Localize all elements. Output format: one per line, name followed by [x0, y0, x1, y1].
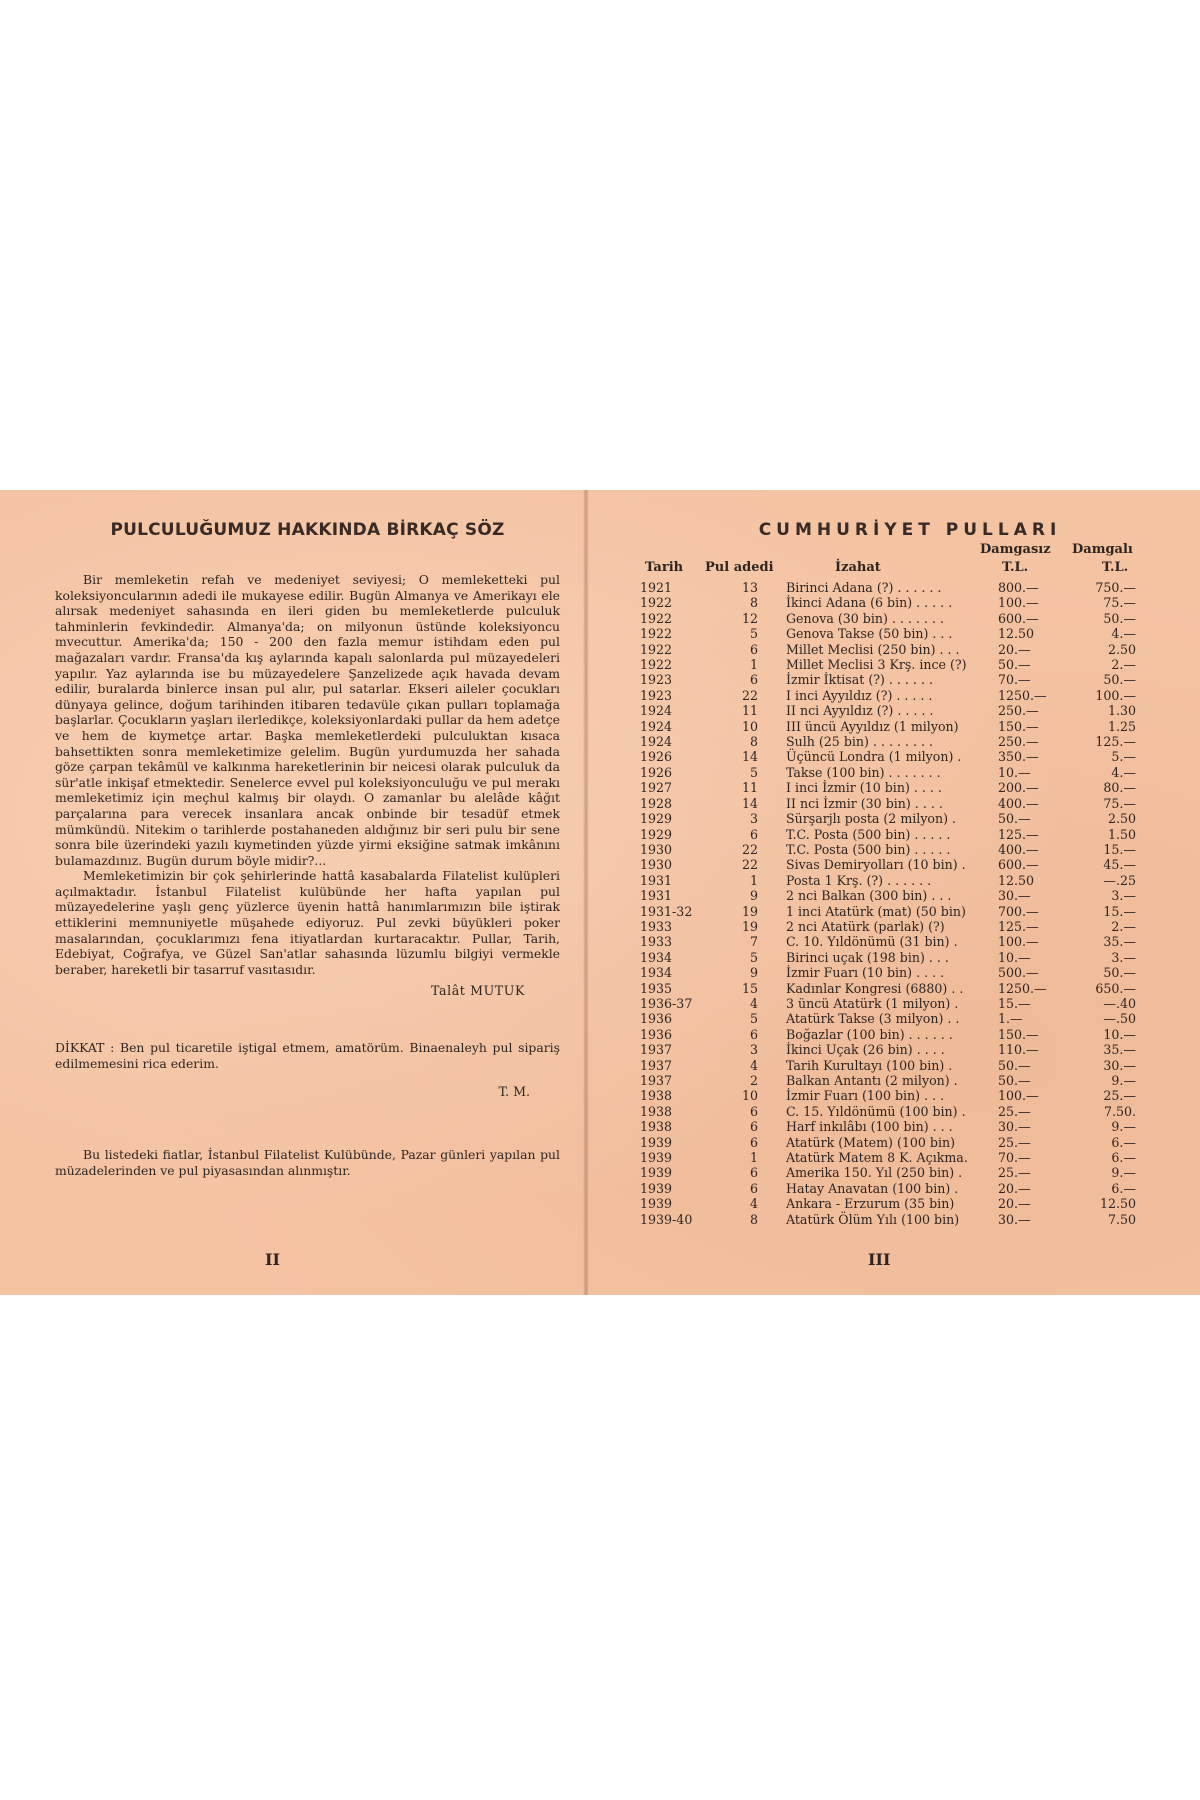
row-used-price: 10.— — [1103, 1026, 1136, 1042]
row-used-price: 25.— — [1103, 1088, 1136, 1104]
row-count: 7 — [749, 934, 758, 950]
table-row — [640, 611, 1140, 626]
row-count: 22 — [741, 687, 758, 703]
article-title: PULCULUĞUMUZ HAKKINDA BİRKAÇ SÖZ — [110, 520, 505, 540]
row-description: Ankara - Erzurum (35 bin) — [786, 1196, 955, 1212]
table-row — [640, 857, 1140, 872]
row-count: 15 — [741, 980, 758, 996]
right-page — [640, 520, 1160, 1227]
row-unused-price: 125.— — [998, 826, 1039, 842]
header-count: Pul adedi — [705, 560, 774, 575]
row-used-price: 6.— — [1111, 1134, 1136, 1150]
row-description: İzmir Fuarı (10 bin) . . . . — [786, 965, 945, 981]
row-unused-price: 70.— — [998, 672, 1031, 688]
row-year: 1935 — [640, 980, 673, 996]
row-year: 1934 — [640, 949, 673, 965]
row-description: Atatürk Takse (3 milyon) . . — [786, 1011, 960, 1027]
row-description: Atatürk (Matem) (100 bin) — [786, 1134, 956, 1150]
row-count: 6 — [749, 1180, 758, 1196]
table-row — [640, 996, 1140, 1011]
row-description: Boğazlar (100 bin) . . . . . . — [786, 1026, 953, 1042]
row-count: 4 — [749, 995, 758, 1011]
row-count: 5 — [749, 626, 758, 642]
row-used-price: 750.— — [1095, 580, 1136, 595]
table-row — [640, 888, 1140, 903]
header-description: İzahat — [835, 560, 881, 575]
booklet-spread — [0, 490, 1200, 1295]
row-description: İzmir İktisat (?) . . . . . . — [786, 672, 933, 688]
row-description: İkinci Uçak (26 bin) . . . . — [786, 1042, 945, 1058]
row-used-price: 9.— — [1111, 1165, 1136, 1181]
row-used-price: 50.— — [1103, 965, 1136, 981]
row-description: Genova Takse (50 bin) . . . — [786, 626, 953, 642]
row-unused-price: 400.— — [998, 795, 1039, 811]
row-year: 1930 — [640, 841, 673, 857]
row-year: 1939 — [640, 1180, 673, 1196]
row-description: Sürşarjlı posta (2 milyon) . — [786, 811, 957, 827]
row-year: 1931 — [640, 872, 673, 888]
row-count: 6 — [749, 672, 758, 688]
row-year: 1931 — [640, 888, 673, 904]
row-year: 1929 — [640, 811, 673, 827]
row-used-price: 45.— — [1103, 857, 1136, 873]
row-used-price: 6.— — [1111, 1150, 1136, 1166]
row-year: 1933 — [640, 934, 673, 950]
row-year: 1924 — [640, 703, 673, 719]
row-unused-price: 1250.— — [998, 687, 1047, 703]
table-row — [640, 1181, 1140, 1196]
row-description: III üncü Ayyıldız (1 milyon) — [786, 718, 959, 734]
row-used-price: 650.— — [1095, 980, 1136, 996]
row-count: 6 — [749, 826, 758, 842]
row-count: 10 — [741, 1088, 758, 1104]
row-year: 1931-32 — [640, 903, 693, 919]
row-year: 1936 — [640, 1011, 673, 1027]
row-description: Tarih Kurultayı (100 bin) . — [786, 1057, 953, 1073]
table-row — [640, 965, 1140, 980]
row-description: İzmir Fuarı (100 bin) . . . — [786, 1088, 945, 1104]
row-used-price: 5.— — [1111, 749, 1136, 765]
row-year: 1924 — [640, 718, 673, 734]
row-unused-price: 12.50 — [998, 872, 1035, 888]
row-used-price: 4.— — [1111, 626, 1136, 642]
article-paragraph-2: Memleketimizin bir çok şehirlerinde hattâ kasabalarda Filatelist kulüpleri açılmaktadır. İstanbul Filatelist kulübünde her hafta yapılan pul müzayedelerine yaşlı genç yüzlerce üyenin hattâ hanımlarımızın bile iştirak ettiklerini memnuniyetle müşahede ediyoruz. Pul zevki büyükleri poker masalarından, çocuklarımızı fena itiyatlardan kurtaracaktır. Pullar, Tarih, Edebiyat, Coğrafya, ve Güzel San'atlar sahasında lüzumlu bilgiyi vermekle beraber, hareketli bir tasarruf vasıtasıdır. — [55, 868, 560, 977]
row-count: 5 — [749, 1011, 758, 1027]
row-year: 1921 — [640, 580, 673, 595]
row-count: 1 — [749, 872, 758, 888]
table-row — [640, 1165, 1140, 1180]
row-year: 1926 — [640, 749, 673, 765]
row-count: 11 — [741, 703, 758, 719]
header-used: Damgalı — [1072, 542, 1133, 557]
table-row — [640, 1212, 1140, 1227]
table-row — [640, 1135, 1140, 1150]
table-row — [640, 749, 1140, 764]
row-used-price: 6.— — [1111, 1180, 1136, 1196]
row-count: 9 — [749, 888, 758, 904]
price-source-note: Bu listedeki fiatlar, İstanbul Filatelist Kulübünde, Pazar günleri yapılan pul müzadelerinden ve pul piyasasından alınmıştır. — [55, 1147, 560, 1178]
row-description: I inci Ayyıldız (?) . . . . . — [786, 687, 933, 703]
page-number-left: II — [265, 1250, 280, 1269]
row-count: 6 — [749, 1103, 758, 1119]
row-unused-price: 500.— — [998, 965, 1039, 981]
row-unused-price: 30.— — [998, 1119, 1031, 1135]
row-used-price: 15.— — [1103, 841, 1136, 857]
page-number-right: III — [868, 1250, 891, 1269]
row-description: Kadınlar Kongresi (6880) . . — [786, 980, 964, 996]
row-used-price: 80.— — [1103, 780, 1136, 796]
row-used-price: 2.50 — [1107, 641, 1136, 657]
row-count: 22 — [741, 841, 758, 857]
article-paragraph-1: Bir memleketin refah ve medeniyet seviyesi; O memleketteki pul koleksiyoncularının adedi ile mukayese edilir. Bugün Almanya ve Amerikayı ele alırsak medeniyet sahasında en ileri giden bu memleketlerde pulculuk tahminlerin fevkindedir. Almanya'da; on milyonun üstünde koleksiyoncu mvecuttur. Amerika'da; 150 - 200 den fazla memur istihdam eden pul mağazaları vardır. Fransa'da kış aylarında kapalı salonlarda pul müzayedeleri yapılır. Yaz aylarında ise bu müzayedelere Şanzelizede açık havada devam edilir, buralarda binlerce insan pul alır, pul satarlar. Ekseri aileler çocukları dünyaya gelince, doğum tarihinden itibaren tedavüle çıkan pulları toplamağa başlarlar. Çocukların yaşları ilerledikçe, koleksiyonlardaki pullar da hem adetçe ve hem de kıymetçe artar. Başka memleketlerdeki pulculuktan kısaca bahsettikten sonra memleketimize gelelim. Bugün yurdumuzda her sahada göze çarpan tekâmül ve kalkınma hareketlerinin bir neicesi olarak pulculuk da sür'atle inkişaf etmektedir. Senelerce evvel pul koleksiyonculuğu ve pul merakı memleketimiz için meçhul kalmış bir olaydı. O zamanlar bu alelâde kâğıt parçalarına para verecek insanlara ancak onbinde bir tesadüf etmek mümkündü. Nitekim o tarihlerde postahaneden aldığınız bir seri pulu bir sene sonra bile üzerindeki yazılı kıymetinden yüzde yirmi eksiğine satmak imkânını bulamazdınız. Bugün durum böyle midir?... — [55, 572, 560, 868]
row-unused-price: 350.— — [998, 749, 1039, 765]
table-row — [640, 873, 1140, 888]
row-used-price: 9.— — [1111, 1119, 1136, 1135]
row-used-price: 35.— — [1103, 934, 1136, 950]
row-unused-price: 30.— — [998, 888, 1031, 904]
table-row — [640, 672, 1140, 687]
notice-text: DİKKAT : Ben pul ticaretile iştigal etmem, amatörüm. Binaenaleyh pul sipariş edilmemesini rica ederim. — [55, 1040, 560, 1072]
row-unused-price: 1250.— — [998, 980, 1047, 996]
row-used-price: 7.50 — [1107, 1211, 1136, 1227]
row-count: 6 — [749, 1134, 758, 1150]
row-unused-price: 10.— — [998, 764, 1031, 780]
row-unused-price: 70.— — [998, 1150, 1031, 1166]
row-used-price: 1.50 — [1107, 826, 1136, 842]
row-description: Millet Meclisi 3 Krş. ince (?) — [786, 657, 967, 673]
row-count: 2 — [749, 1073, 758, 1088]
row-count: 6 — [749, 1165, 758, 1181]
row-count: 8 — [749, 1211, 758, 1227]
row-count: 10 — [741, 718, 758, 734]
row-used-price: 75.— — [1103, 595, 1136, 611]
row-description: II nci İzmir (30 bin) . . . . — [786, 795, 943, 811]
row-description: Sivas Demiryolları (10 bin) . — [786, 857, 966, 873]
row-description: Sulh (25 bin) . . . . . . . . — [786, 734, 933, 750]
row-count: 14 — [741, 749, 758, 765]
row-year: 1934 — [640, 965, 673, 981]
row-count: 11 — [741, 780, 758, 796]
row-unused-price: 15.— — [998, 995, 1031, 1011]
table-row — [640, 811, 1140, 826]
row-description: C. 15. Yıldönümü (100 bin) . — [786, 1103, 966, 1119]
row-year: 1937 — [640, 1057, 673, 1073]
row-count: 5 — [749, 764, 758, 780]
row-count: 8 — [749, 595, 758, 611]
row-used-price: 3.— — [1111, 888, 1136, 904]
notice-signature: T. M. — [498, 1084, 530, 1100]
row-unused-price: 50.— — [998, 1057, 1031, 1073]
row-year: 1937 — [640, 1073, 673, 1088]
table-row — [640, 934, 1140, 949]
table-row — [640, 642, 1140, 657]
row-count: 13 — [741, 580, 758, 595]
row-count: 22 — [741, 857, 758, 873]
row-description: Millet Meclisi (250 bin) . . . — [786, 641, 960, 657]
page-fold — [583, 490, 589, 1295]
row-description: Birinci Adana (?) . . . . . . — [786, 580, 942, 595]
row-count: 5 — [749, 949, 758, 965]
row-unused-price: 250.— — [998, 703, 1039, 719]
row-year: 1926 — [640, 764, 673, 780]
row-used-price: 1.30 — [1107, 703, 1136, 719]
row-used-price: 1.25 — [1107, 718, 1136, 734]
row-unused-price: 50.— — [998, 811, 1031, 827]
stamp-price-table — [640, 580, 1140, 1227]
row-used-price: —.25 — [1103, 872, 1136, 888]
row-count: 19 — [741, 903, 758, 919]
table-row — [640, 657, 1140, 672]
table-row — [640, 919, 1140, 934]
row-count: 6 — [749, 1026, 758, 1042]
row-year: 1923 — [640, 687, 673, 703]
row-unused-price: 100.— — [998, 1088, 1039, 1104]
row-used-price: 15.— — [1103, 903, 1136, 919]
row-year: 1939-40 — [640, 1211, 693, 1227]
row-description: T.C. Posta (500 bin) . . . . . — [786, 841, 951, 857]
row-year: 1937 — [640, 1042, 673, 1058]
left-page — [55, 520, 560, 1191]
row-unused-price: 25.— — [998, 1165, 1031, 1181]
row-unused-price: 800.— — [998, 580, 1039, 595]
row-unused-price: 20.— — [998, 1180, 1031, 1196]
row-unused-price: 100.— — [998, 934, 1039, 950]
row-description: Birinci uçak (198 bin) . . . — [786, 949, 949, 965]
row-year: 1924 — [640, 734, 673, 750]
row-unused-price: 200.— — [998, 780, 1039, 796]
row-count: 3 — [749, 811, 758, 827]
row-description: 3 üncü Atatürk (1 milyon) . — [786, 995, 959, 1011]
row-unused-price: 150.— — [998, 1026, 1039, 1042]
table-row — [640, 904, 1140, 919]
row-unused-price: 100.— — [998, 595, 1039, 611]
table-row — [640, 1196, 1140, 1211]
row-description: İkinci Adana (6 bin) . . . . . — [786, 595, 953, 611]
row-unused-price: 25.— — [998, 1103, 1031, 1119]
list-title: CUMHURİYET PULLARI — [758, 520, 1062, 540]
row-year: 1939 — [640, 1196, 673, 1212]
row-unused-price: 30.— — [998, 1211, 1031, 1227]
row-unused-price: 20.— — [998, 1196, 1031, 1212]
row-count: 4 — [749, 1196, 758, 1212]
row-year: 1922 — [640, 626, 673, 642]
row-year: 1939 — [640, 1150, 673, 1166]
row-unused-price: 25.— — [998, 1134, 1031, 1150]
article-author: Talât MUTUK — [430, 983, 525, 999]
row-used-price: 9.— — [1111, 1073, 1136, 1088]
row-unused-price: 700.— — [998, 903, 1039, 919]
table-row — [640, 950, 1140, 965]
row-year: 1939 — [640, 1134, 673, 1150]
row-description: Üçüncü Londra (1 milyon) . — [786, 749, 962, 765]
row-unused-price: 400.— — [998, 841, 1039, 857]
table-row — [640, 1088, 1140, 1103]
row-count: 6 — [749, 641, 758, 657]
row-year: 1922 — [640, 657, 673, 673]
row-used-price: 2.— — [1111, 918, 1136, 934]
header-unused: Damgasız — [980, 542, 1051, 557]
row-description: Harf inkılâbı (100 bin) . . . — [786, 1119, 953, 1135]
row-year: 1938 — [640, 1088, 673, 1104]
row-used-price: 30.— — [1103, 1057, 1136, 1073]
row-unused-price: 250.— — [998, 734, 1039, 750]
row-description: Balkan Antantı (2 milyon) . — [786, 1073, 958, 1088]
row-unused-price: 12.50 — [998, 626, 1035, 642]
row-used-price: 2.— — [1111, 657, 1136, 673]
table-row — [640, 780, 1140, 795]
row-used-price: 12.50 — [1099, 1196, 1136, 1212]
row-description: 2 nci Balkan (300 bin) . . . — [786, 888, 952, 904]
row-count: 9 — [749, 965, 758, 981]
row-description: Atatürk Matem 8 K. Açıkma. — [786, 1150, 968, 1166]
row-year: 1929 — [640, 826, 673, 842]
table-row — [640, 1119, 1140, 1134]
table-row — [640, 580, 1140, 595]
table-row — [640, 688, 1140, 703]
row-year: 1923 — [640, 672, 673, 688]
row-unused-price: 150.— — [998, 718, 1039, 734]
row-unused-price: 50.— — [998, 657, 1031, 673]
table-row — [640, 734, 1140, 749]
row-year: 1928 — [640, 795, 673, 811]
row-used-price: 125.— — [1095, 734, 1136, 750]
header-year: Tarih — [645, 560, 684, 575]
table-row — [640, 1058, 1140, 1073]
table-row — [640, 719, 1140, 734]
row-count: 19 — [741, 918, 758, 934]
row-used-price: 100.— — [1095, 687, 1136, 703]
row-year: 1930 — [640, 857, 673, 873]
row-count: 1 — [749, 657, 758, 673]
row-description: Genova (30 bin) . . . . . . . — [786, 610, 944, 626]
row-year: 1938 — [640, 1119, 673, 1135]
row-description: Takse (100 bin) . . . . . . . — [786, 764, 941, 780]
table-row — [640, 1073, 1140, 1088]
table-row — [640, 1042, 1140, 1057]
row-used-price: 35.— — [1103, 1042, 1136, 1058]
row-description: Amerika 150. Yıl (250 bin) . — [786, 1165, 963, 1181]
row-used-price: 4.— — [1111, 764, 1136, 780]
table-row — [640, 827, 1140, 842]
row-year: 1939 — [640, 1165, 673, 1181]
table-row — [640, 842, 1140, 857]
row-used-price: 50.— — [1103, 610, 1136, 626]
row-unused-price: 125.— — [998, 918, 1039, 934]
table-row — [640, 1150, 1140, 1165]
table-row — [640, 981, 1140, 996]
table-row — [640, 1011, 1140, 1026]
table-row — [640, 595, 1140, 610]
row-year: 1922 — [640, 610, 673, 626]
table-row — [640, 1027, 1140, 1042]
header-unused-unit: T.L. — [1002, 560, 1029, 575]
row-unused-price: 20.— — [998, 641, 1031, 657]
row-description: 2 nci Atatürk (parlak) (?) — [786, 918, 945, 934]
row-unused-price: 600.— — [998, 610, 1039, 626]
row-count: 12 — [741, 610, 758, 626]
header-used-unit: T.L. — [1102, 560, 1129, 575]
row-count: 1 — [749, 1150, 758, 1166]
row-used-price: 7.50. — [1103, 1103, 1136, 1119]
row-year: 1933 — [640, 918, 673, 934]
table-row — [640, 1104, 1140, 1119]
row-description: II nci Ayyıldız (?) . . . . . — [786, 703, 934, 719]
row-used-price: 2.50 — [1107, 811, 1136, 827]
row-year: 1922 — [640, 641, 673, 657]
row-description: T.C. Posta (500 bin) . . . . . — [786, 826, 951, 842]
table-row — [640, 765, 1140, 780]
row-description: I inci İzmir (10 bin) . . . . — [786, 780, 942, 796]
row-count: 14 — [741, 795, 758, 811]
table-row — [640, 796, 1140, 811]
table-header — [640, 540, 1160, 580]
row-description: Hatay Anavatan (100 bin) . — [786, 1180, 959, 1196]
row-year: 1927 — [640, 780, 673, 796]
row-unused-price: 1.— — [998, 1011, 1023, 1027]
row-year: 1936-37 — [640, 995, 693, 1011]
row-count: 8 — [749, 734, 758, 750]
row-year: 1936 — [640, 1026, 673, 1042]
table-row — [640, 626, 1140, 641]
row-unused-price: 110.— — [998, 1042, 1039, 1058]
table-row — [640, 703, 1140, 718]
row-unused-price: 600.— — [998, 857, 1039, 873]
row-used-price: 3.— — [1111, 949, 1136, 965]
row-unused-price: 10.— — [998, 949, 1031, 965]
row-count: 6 — [749, 1119, 758, 1135]
row-count: 3 — [749, 1042, 758, 1058]
row-description: Posta 1 Krş. (?) . . . . . . — [786, 872, 932, 888]
row-description: Atatürk Ölüm Yılı (100 bin) — [786, 1211, 960, 1227]
row-year: 1938 — [640, 1103, 673, 1119]
row-used-price: 50.— — [1103, 672, 1136, 688]
row-used-price: —.40 — [1103, 995, 1136, 1011]
row-count: 4 — [749, 1057, 758, 1073]
row-used-price: —.50 — [1103, 1011, 1136, 1027]
row-used-price: 75.— — [1103, 795, 1136, 811]
row-description: C. 10. Yıldönümü (31 bin) . — [786, 934, 958, 950]
row-description: 1 inci Atatürk (mat) (50 bin) — [786, 903, 966, 919]
row-unused-price: 50.— — [998, 1073, 1031, 1088]
row-year: 1922 — [640, 595, 673, 611]
